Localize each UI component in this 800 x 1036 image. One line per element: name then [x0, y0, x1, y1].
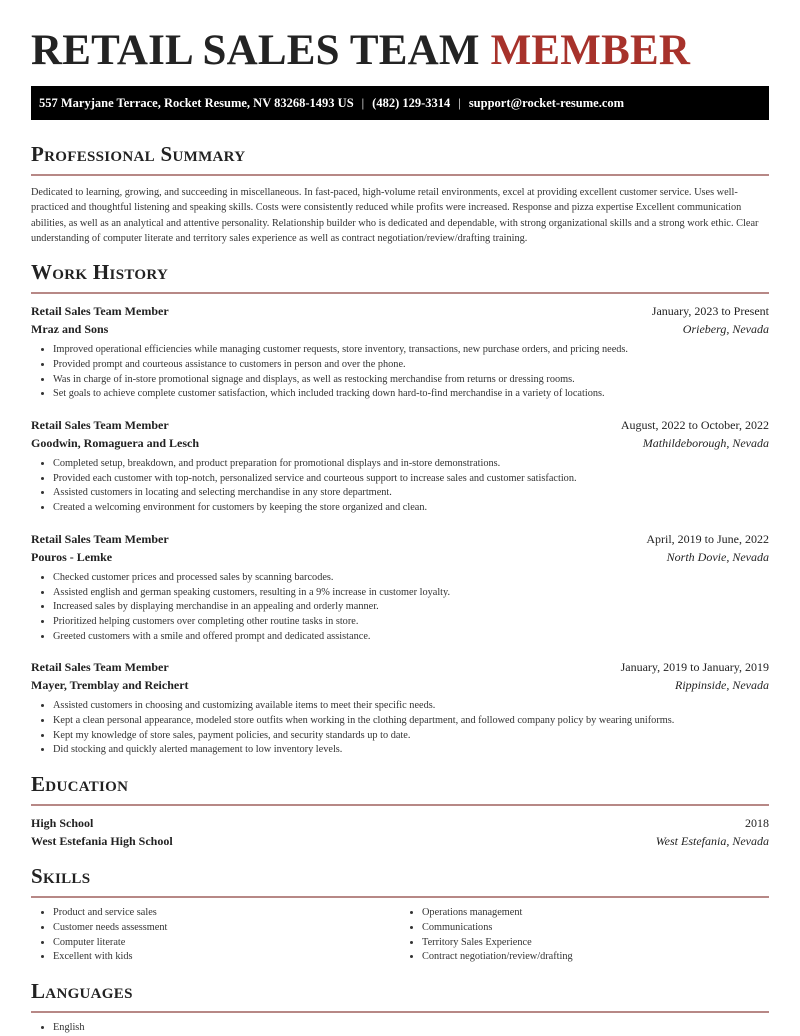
- job-title: Retail Sales Team Member: [31, 304, 169, 319]
- job-bullets: [31, 699, 769, 758]
- job-entry: [31, 416, 769, 516]
- education-section: [31, 772, 769, 850]
- job-bullet: • Improved operational efficiencies while managing customer requests, store inventory, transactions, new purchase orders, and pricing needs.: [53, 343, 769, 358]
- section-divider: [31, 1011, 769, 1013]
- languages-section: [31, 979, 769, 1036]
- skill-item: • Excellent with kids: [53, 950, 400, 965]
- education-degree: High School: [31, 816, 94, 831]
- job-entry: [31, 658, 769, 758]
- section-heading: Skills: [31, 864, 91, 889]
- job-bullet: • Completed setup, breakdown, and product preparation for promotional displays and in-store demonstrations.: [53, 457, 769, 472]
- skill-item: • Territory Sales Experience: [422, 936, 769, 951]
- job-bullets: [31, 457, 769, 516]
- resume-title: [31, 0, 769, 74]
- job-bullets: [31, 343, 769, 402]
- contact-separator: |: [458, 96, 461, 110]
- skill-item: • Product and service sales: [53, 906, 400, 921]
- education-school: West Estefania High School: [31, 834, 173, 849]
- job-bullets: [31, 571, 769, 645]
- job-location: Mathildeborough, Nevada: [642, 436, 769, 450]
- skills-section: [31, 864, 769, 965]
- job-bullet: • Assisted customers in locating and selecting merchandise in any store department.: [53, 486, 769, 501]
- job-company: Mraz and Sons: [31, 322, 109, 337]
- section-divider: [31, 292, 769, 294]
- job-bullet: • Kept a clean personal appearance, modeled store outfits when working in the clothing department, and followed company policy by wearing uniforms.: [53, 714, 769, 729]
- job-company: Pouros - Lemke: [31, 549, 113, 564]
- job-bullet: • Provided each customer with top-notch, personalized service and courteous support to increase sales and customer satisfaction.: [53, 472, 769, 487]
- contact-bar: [31, 86, 769, 120]
- job-bullet: • Checked customer prices and processed sales by scanning barcodes.: [53, 571, 769, 586]
- job-bullet: • Created a welcoming environment for customers by keeping the store organized and clean.: [53, 501, 769, 516]
- contact-email[interactable]: support@rocket-resume.com: [468, 96, 625, 110]
- education-location: West Estefania, Nevada: [655, 834, 769, 849]
- job-company: Mayer, Tremblay and Reichert: [31, 678, 189, 693]
- job-company: Goodwin, Romaguera and Lesch: [31, 436, 200, 450]
- skill-item: • Operations management: [422, 906, 769, 921]
- skills-list-right: [400, 906, 769, 965]
- languages-list: [31, 1021, 769, 1036]
- job-location: North Dovie, Nevada: [666, 549, 769, 564]
- skill-item: • Communications: [422, 921, 769, 936]
- section-heading: Work History: [31, 260, 169, 285]
- job-bullet: • Increased sales by displaying merchandise in an appealing and orderly manner.: [53, 600, 769, 615]
- contact-separator: |: [361, 96, 365, 110]
- section-divider: [31, 804, 769, 806]
- job-bullet: • Greeted customers with a smile and offered prompt and dedicated assistance.: [53, 630, 769, 645]
- title-main: RETAIL SALES TEAM: [31, 27, 480, 74]
- skill-item: • Contract negotiation/review/drafting: [422, 950, 769, 965]
- contact-phone: (482) 129-3314: [372, 96, 451, 110]
- skills-list-left: [31, 906, 400, 965]
- section-heading: Professional Summary: [31, 142, 246, 166]
- summary-section: [31, 142, 769, 246]
- education-year: 2018: [745, 816, 769, 831]
- job-bullet: • Provided prompt and courteous assistance to customers in person and over the phone.: [53, 358, 769, 373]
- job-location: Rippinside, Nevada: [675, 678, 769, 693]
- job-bullet: • Set goals to achieve complete customer satisfaction, which included tracking down hard-to-find merchandise in a variety of locations.: [53, 387, 769, 402]
- job-bullet: • Was in charge of in-store promotional signage and displays, as well as restocking merchandise from returns or dressing rooms.: [53, 373, 769, 388]
- job-title: Retail Sales Team Member: [31, 660, 169, 675]
- section-heading: Education: [31, 772, 129, 797]
- section-divider: [31, 896, 769, 898]
- job-bullet: • Kept my knowledge of store sales, payment policies, and security standards up to date.: [53, 729, 769, 744]
- language-item: • English: [53, 1021, 769, 1036]
- work-history-section: [31, 260, 769, 758]
- job-title: Retail Sales Team Member: [31, 418, 169, 432]
- job-dates: January, 2019 to January, 2019: [620, 660, 769, 675]
- job-entry: [31, 530, 769, 645]
- job-title: Retail Sales Team Member: [31, 531, 169, 546]
- job-bullet: • Assisted customers in choosing and customizing available items to meet their specific needs.: [53, 699, 769, 714]
- skill-item: • Customer needs assessment: [53, 921, 400, 936]
- summary-text: Dedicated to learning, growing, and succeeding in miscellaneous. In fast-paced, high-volume retail environments, excel at providing excellent customer service. Uses well-practiced and thoughtful listening and speaking skills. Costs were consistently reduced while profits were increased. Response and pizza expertise Excellent communication abilities, as well as an analytical and attentive personality. Relationship builder who is dedicated and dependable, with strong organizational skills and a strong work ethic. Clear understanding of computer literate and territory sales experience as well as contract negotiation/review/drafting training.: [31, 187, 759, 244]
- job-dates: April, 2019 to June, 2022: [646, 531, 769, 546]
- job-entry: [31, 302, 769, 402]
- section-heading: Languages: [31, 978, 133, 1003]
- job-location: Orieberg, Nevada: [682, 322, 769, 337]
- job-dates: January, 2023 to Present: [651, 304, 769, 319]
- job-bullet: • Assisted english and german speaking customers, resulting in a 9% increase in customer loyalty.: [53, 586, 769, 601]
- section-divider: [31, 174, 769, 176]
- title-accent: MEMBER: [490, 27, 691, 74]
- contact-address: 557 Maryjane Terrace, Rocket Resume, NV 83268-1493 US: [39, 96, 354, 110]
- job-bullet: • Did stocking and quickly alerted management to low inventory levels.: [53, 743, 769, 758]
- skill-item: • Computer literate: [53, 936, 400, 951]
- job-bullet: • Prioritized helping customers over completing other routine tasks in store.: [53, 615, 769, 630]
- job-dates: August, 2022 to October, 2022: [620, 418, 769, 432]
